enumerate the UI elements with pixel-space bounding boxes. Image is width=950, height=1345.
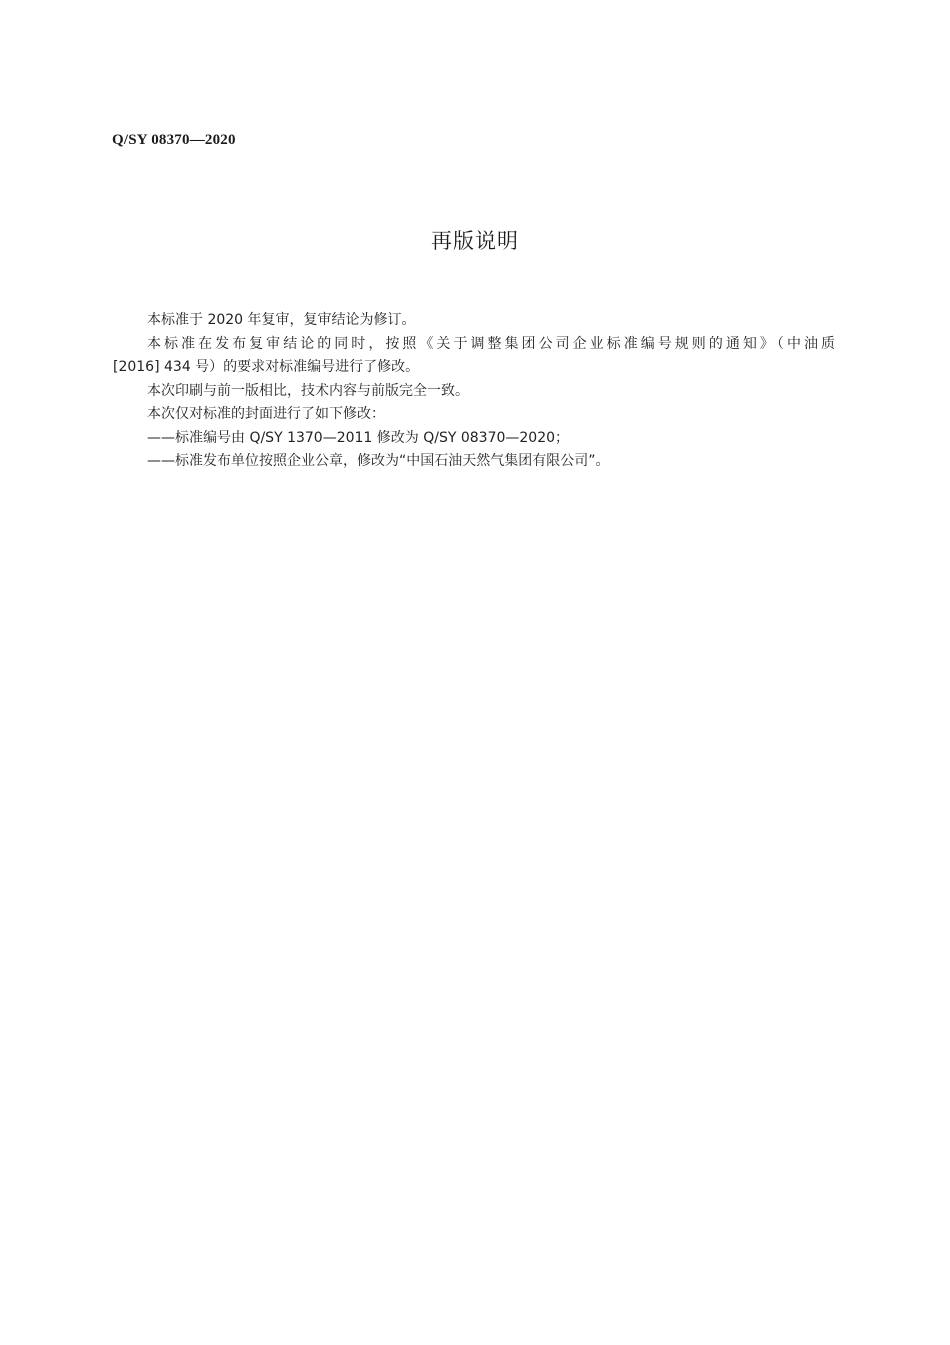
paragraph-cover-changes: 本次仅对标准的封面进行了如下修改： <box>147 406 385 422</box>
document-body <box>113 309 835 474</box>
list-item-code-change: ——标准编号由 Q/SY 1370—2011 修改为 Q/SY 08370—2020； <box>147 429 570 446</box>
paragraph-review: 本标准于 2020 年复审，复审结论为修订。 <box>147 312 416 328</box>
paragraph-notice-line-2: [2016] 434 号）的要求对标准编号进行了修改。 <box>113 359 420 375</box>
page-title: 再版说明 <box>431 229 519 253</box>
paragraph-content-unchanged: 本次印刷与前一版相比，技术内容与前版完全一致。 <box>147 382 469 399</box>
standard-code: Q/SY 08370—2020 <box>112 132 236 148</box>
paragraph-notice-line-1: 本标准在发布复审结论的同时，按照《关于调整集团公司企业标准编号规则的通知》（中油质 <box>147 335 835 352</box>
list-item-publisher-change: ——标准发布单位按照企业公章，修改为“中国石油天然气集团有限公司”。 <box>147 453 610 469</box>
